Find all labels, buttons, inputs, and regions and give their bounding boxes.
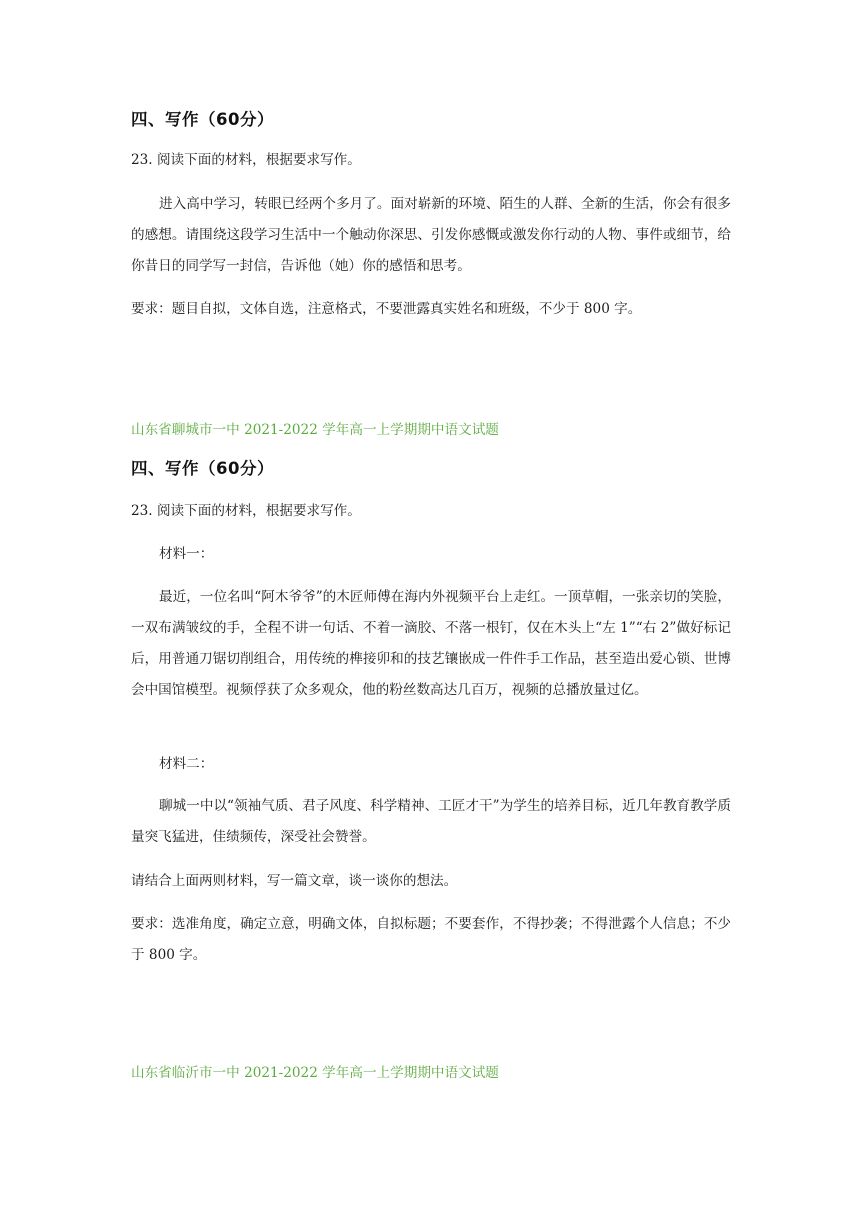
section-heading: 四、写作（60分） (131, 459, 274, 478)
requirement-text: 要求：题目自拟，文体自选，注意格式，不要泄露真实姓名和班级，不少于 800 字。 (131, 301, 642, 317)
material-label: 材料二： (159, 756, 214, 772)
material-text: 进入高中学习，转眼已经两个多月了。面对崭新的环境、陌生的人群、全新的生活，你会有很多的感想。请围绕这段学习生活中一个触动你深思、引发你感慨或激发你行动的人物、事件或细节，给你昔日的同学写一封信，告诉他（她）你的感悟和思考。 (131, 196, 731, 274)
material-text: 聊城一中以“领袖气质、君子风度、科学精神、工匠才干”为学生的培养目标，近几年教育教学质量突飞猛进，佳绩频传，深受社会赞誉。 (131, 798, 731, 845)
material-text: 最近，一位名叫“阿木爷爷”的木匠师傅在海内外视频平台上走红。一顶草帽，一张亲切的笑脸，一双布满皱纹的手，全程不讲一句话、不着一滴胶、不落一根钉，仅在木头上“左 1”“右 2”做好标记后，用普通刀锯切削组合，用传统的榫接卯和的技艺镶嵌成一件件手工作品，甚至造出爱心锁、世博会中国馆模型。视频俘获了众多观众，他的粉丝数高达几百万，视频的总播放量过亿。 (131, 589, 731, 698)
source-link[interactable]: 山东省临沂市一中 2021-2022 学年高一上学期期中语文试题 (131, 1065, 499, 1081)
requirement-text: 要求：选准角度，确定立意，明确文体，自拟标题；不要套作，不得抄袭；不得泄露个人信息；不少于 800 字。 (131, 916, 731, 963)
section-heading: 四、写作（60分） (131, 110, 274, 129)
writing-prompt: 请结合上面两则材料，写一篇文章，谈一谈你的想法。 (131, 873, 458, 889)
source-link[interactable]: 山东省聊城市一中 2021-2022 学年高一上学期期中语文试题 (131, 422, 499, 438)
material-label: 材料一： (159, 546, 214, 562)
question-prompt: 23. 阅读下面的材料，根据要求写作。 (131, 503, 361, 519)
question-prompt: 23. 阅读下面的材料，根据要求写作。 (131, 152, 361, 168)
